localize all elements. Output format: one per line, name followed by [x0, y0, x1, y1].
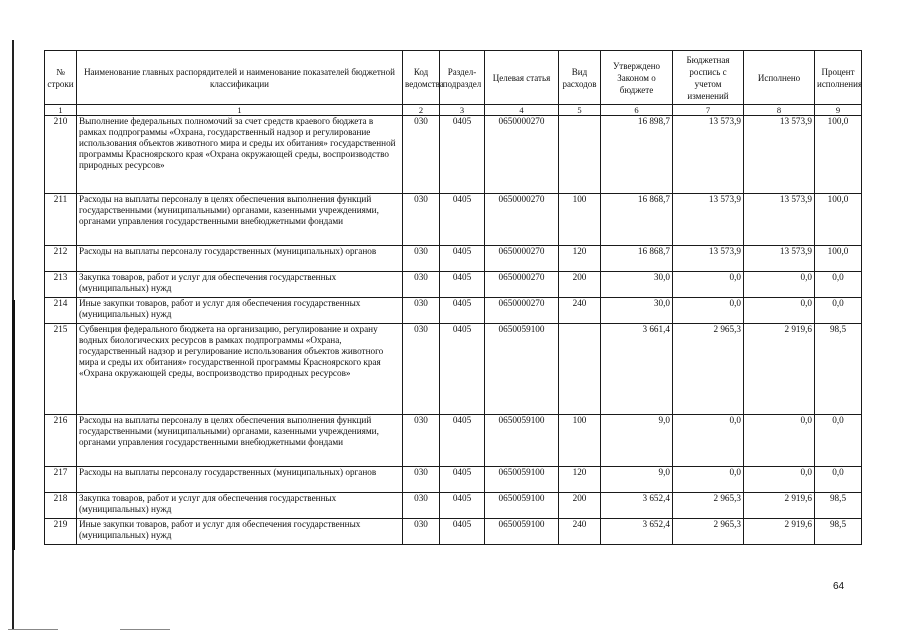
header-executed: Исполнено: [744, 51, 815, 105]
row-dept-code: 030: [403, 324, 440, 415]
header-target: Целевая статья: [485, 51, 559, 105]
row-name: Выполнение федеральных полномочий за счет средств краевого бюджета в рамках подпрограммы «Охрана, государственный надзор и регулирование использования объектов животного мира и среды их обитания» государственной программы Красноярского края «Охрана окружающей среды, воспроизводство природных ресурсов»: [77, 116, 403, 194]
row-name: Расходы на выплаты персоналу в целях обеспечения выполнения функций государственными (муниципальными) органами, казенными учреждениями, органами управления государственными внебюджетными фондами: [77, 194, 403, 246]
row-approved: 3 661,4: [601, 324, 673, 415]
row-dept-code: 030: [403, 116, 440, 194]
row-schedule: 0,0: [673, 298, 744, 324]
row-name: Иные закупки товаров, работ и услуг для обеспечения государственных (муниципальных) нужд: [77, 519, 403, 545]
table-body: [45, 116, 862, 545]
row-schedule: 2 965,3: [673, 493, 744, 519]
row-target: 0650000270: [485, 194, 559, 246]
row-dept-code: 030: [403, 298, 440, 324]
row-percent: 98,5: [815, 324, 862, 415]
header-row: [45, 51, 862, 105]
row-section: 0405: [440, 298, 485, 324]
header-dept-code: Код ведомства: [403, 51, 440, 105]
footer-rule: [8, 629, 58, 630]
row-section: 0405: [440, 116, 485, 194]
table-row: [45, 298, 862, 324]
row-exp-type: [559, 324, 601, 415]
row-executed: 2 919,6: [744, 324, 815, 415]
row-schedule: 13 573,9: [673, 246, 744, 272]
row-number: 213: [45, 272, 77, 298]
scan-margin-line-thick: [12, 300, 15, 550]
row-section: 0405: [440, 272, 485, 298]
row-number: 211: [45, 194, 77, 246]
column-number: 5: [559, 105, 601, 116]
row-dept-code: 030: [403, 467, 440, 493]
row-approved: 3 652,4: [601, 493, 673, 519]
row-approved: 9,0: [601, 467, 673, 493]
row-name: Закупка товаров, работ и услуг для обеспечения государственных (муниципальных) нужд: [77, 272, 403, 298]
row-number: 219: [45, 519, 77, 545]
row-target: 0650000270: [485, 116, 559, 194]
row-approved: 30,0: [601, 298, 673, 324]
row-section: 0405: [440, 194, 485, 246]
table-row: [45, 116, 862, 194]
table-row: [45, 246, 862, 272]
row-exp-type: 120: [559, 246, 601, 272]
row-name: Закупка товаров, работ и услуг для обеспечения государственных (муниципальных) нужд: [77, 493, 403, 519]
row-approved: 16 898,7: [601, 116, 673, 194]
row-percent: 100,0: [815, 246, 862, 272]
row-number: 215: [45, 324, 77, 415]
row-executed: 2 919,6: [744, 493, 815, 519]
row-target: 0650059100: [485, 493, 559, 519]
row-number: 212: [45, 246, 77, 272]
row-percent: 98,5: [815, 493, 862, 519]
row-dept-code: 030: [403, 493, 440, 519]
budget-execution-table: [44, 50, 862, 545]
header-schedule: Бюджетная роспись с учетом изменений: [673, 51, 744, 105]
row-executed: 0,0: [744, 298, 815, 324]
header-percent: Процент исполнения: [815, 51, 862, 105]
row-dept-code: 030: [403, 194, 440, 246]
column-number: 6: [601, 105, 673, 116]
row-schedule: 0,0: [673, 272, 744, 298]
row-percent: 0,0: [815, 272, 862, 298]
table-row: [45, 467, 862, 493]
row-dept-code: 030: [403, 272, 440, 298]
header-approved: Утверждено Законом о бюджете: [601, 51, 673, 105]
row-section: 0405: [440, 467, 485, 493]
row-schedule: 0,0: [673, 415, 744, 467]
row-exp-type: 200: [559, 272, 601, 298]
row-name: Расходы на выплаты персоналу государственных (муниципальных) органов: [77, 246, 403, 272]
row-percent: 0,0: [815, 298, 862, 324]
table-row: [45, 493, 862, 519]
row-name: Расходы на выплаты персоналу в целях обеспечения выполнения функций государственными (муниципальными) органами, казенными учреждениями, органами управления государственными внебюджетными фондами: [77, 415, 403, 467]
page-number: 64: [833, 581, 845, 592]
row-section: 0405: [440, 415, 485, 467]
row-executed: 13 573,9: [744, 194, 815, 246]
column-number: 2: [403, 105, 440, 116]
row-exp-type: 240: [559, 298, 601, 324]
row-number: 210: [45, 116, 77, 194]
header-exp-type: Вид расходов: [559, 51, 601, 105]
row-target: 0650059100: [485, 519, 559, 545]
column-number: 7: [673, 105, 744, 116]
footer-rule: [120, 629, 170, 630]
column-number: 4: [485, 105, 559, 116]
row-percent: 100,0: [815, 194, 862, 246]
row-executed: 0,0: [744, 467, 815, 493]
row-percent: 0,0: [815, 467, 862, 493]
row-percent: 98,5: [815, 519, 862, 545]
row-section: 0405: [440, 246, 485, 272]
row-dept-code: 030: [403, 246, 440, 272]
row-number: 217: [45, 467, 77, 493]
row-approved: 30,0: [601, 272, 673, 298]
column-number: 1: [45, 105, 77, 116]
row-name: Субвенция федерального бюджета на организацию, регулирование и охрану водных биологических ресурсов в рамках подпрограммы «Охрана, государственный надзор и регулирование использования объектов животного мира и среды их обитания» государственной программы Красноярского края «Охрана окружающей среды, воспроизводство природных ресурсов»: [77, 324, 403, 415]
row-executed: 0,0: [744, 272, 815, 298]
row-schedule: 13 573,9: [673, 194, 744, 246]
column-number: 3: [440, 105, 485, 116]
row-approved: 9,0: [601, 415, 673, 467]
row-executed: 0,0: [744, 415, 815, 467]
header-section: Раздел-подраздел: [440, 51, 485, 105]
table-row: [45, 272, 862, 298]
row-schedule: 0,0: [673, 467, 744, 493]
row-exp-type: 100: [559, 194, 601, 246]
row-target: 0650000270: [485, 272, 559, 298]
column-number: 9: [815, 105, 862, 116]
row-exp-type: 100: [559, 415, 601, 467]
row-exp-type: 200: [559, 493, 601, 519]
row-dept-code: 030: [403, 519, 440, 545]
row-target: 0650059100: [485, 467, 559, 493]
column-number: 1: [77, 105, 403, 116]
column-number: 8: [744, 105, 815, 116]
row-exp-type: 240: [559, 519, 601, 545]
row-target: 0650000270: [485, 246, 559, 272]
row-name: Расходы на выплаты персоналу государственных (муниципальных) органов: [77, 467, 403, 493]
row-percent: 0,0: [815, 415, 862, 467]
row-dept-code: 030: [403, 415, 440, 467]
row-target: 0650059100: [485, 415, 559, 467]
row-number: 214: [45, 298, 77, 324]
row-approved: 16 868,7: [601, 194, 673, 246]
table-row: [45, 519, 862, 545]
row-schedule: 2 965,3: [673, 324, 744, 415]
row-name: Иные закупки товаров, работ и услуг для обеспечения государственных (муниципальных) нужд: [77, 298, 403, 324]
row-exp-type: 120: [559, 467, 601, 493]
table-row: [45, 324, 862, 415]
row-executed: 13 573,9: [744, 246, 815, 272]
row-approved: 3 652,4: [601, 519, 673, 545]
row-executed: 13 573,9: [744, 116, 815, 194]
row-section: 0405: [440, 519, 485, 545]
row-number: 216: [45, 415, 77, 467]
row-target: 0650000270: [485, 298, 559, 324]
row-section: 0405: [440, 493, 485, 519]
table-row: [45, 194, 862, 246]
row-executed: 2 919,6: [744, 519, 815, 545]
row-target: 0650059100: [485, 324, 559, 415]
row-section: 0405: [440, 324, 485, 415]
row-schedule: 13 573,9: [673, 116, 744, 194]
row-schedule: 2 965,3: [673, 519, 744, 545]
row-approved: 16 868,7: [601, 246, 673, 272]
row-exp-type: [559, 116, 601, 194]
row-percent: 100,0: [815, 116, 862, 194]
table-row: [45, 415, 862, 467]
header-name: Наименование главных распорядителей и наименование показателей бюджетной классификации: [77, 51, 403, 105]
row-number: 218: [45, 493, 77, 519]
column-number-row: [45, 105, 862, 116]
header-row-no: № строки: [45, 51, 77, 105]
